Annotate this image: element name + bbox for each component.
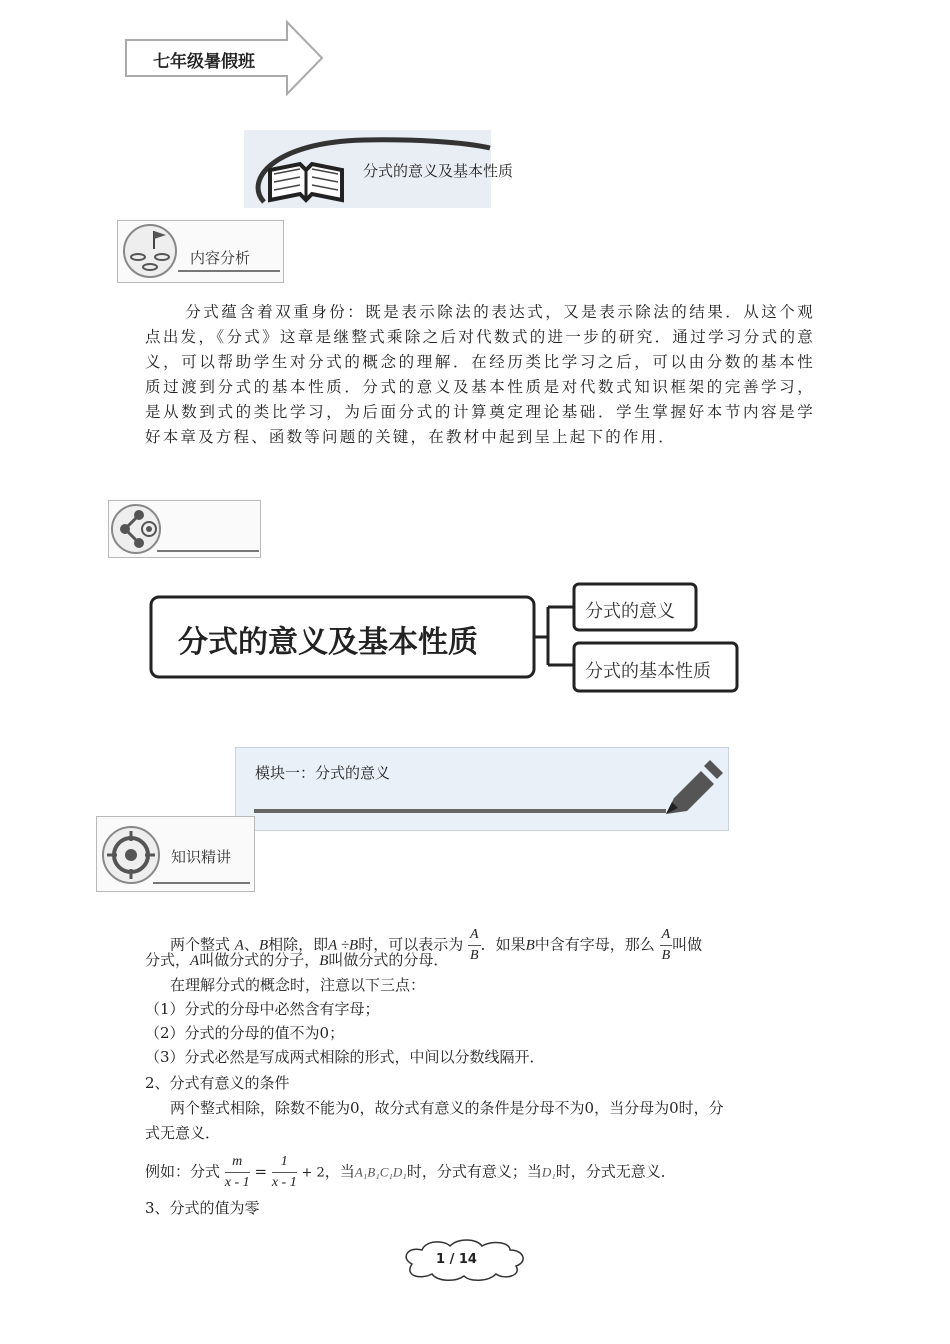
text: 时，分式无意义． [555,1162,676,1181]
text: 相除，即 [268,935,329,954]
intro-paragraph [145,300,815,450]
expr-division: A ÷B [328,937,359,954]
text: 中含有字母，那么 [534,935,655,954]
definition-line-2 [145,950,448,971]
network-icon [109,501,261,557]
text: ．如果 [480,935,526,954]
text: 例如：分式 [145,1162,221,1181]
numerator: A [468,925,481,946]
var-b: B [525,937,535,954]
mindmap-root: 分式的意义及基本性质 [178,625,478,660]
var-b: B [319,953,329,969]
denominator: B [661,948,671,963]
fraction-a-over-b [660,925,673,966]
var-a: A [234,937,244,954]
mindmap-branch-1: 分式的意义 [585,601,675,622]
var-a: A [190,953,200,969]
plus-two: + 2 [301,1165,325,1181]
text: 时，分式有意义；当 [406,1162,542,1181]
fraction-m-over-x-minus-1 [225,1152,250,1193]
note-1: （1）分式的分母中必然含有字母； [145,1000,380,1018]
intro-text: 分式蕴含着双重身份：既是表示除法的表达式，又是表示除法的结果．从这个观点出发，《分式》这章是继整式乘除之后对代数式的进一步的研究．通过学习分式的意义，可以帮助学生对分式的概念的理解．在经历类比学习之后，可以由分数的基本性质过渡到分式的基本性质．分式的意义及基本性质是对代数式知识框架的完善学习，是从数到式的类比学习，为后面分式的计算奠定理论基础．学生掌握好本节内容是学好本章及方程、函数等问题的关键，在教材中起到呈上起下的作用． [145,303,815,446]
example-line [145,1152,676,1193]
note-3: （3）分式必然是写成两式相除的形式，中间以分数线隔开． [145,1048,545,1066]
text: 两个整式 [170,935,231,954]
text: 叫做 [672,935,703,954]
text: 叫做分式的分子， [199,951,320,969]
text: 分式， [145,951,191,969]
section-label-knowledge: 知识精讲 [171,848,232,866]
denominator: x - 1 [271,1175,297,1190]
text: 、 [243,935,259,954]
denominator: x - 1 [224,1175,250,1190]
numerator: m [225,1152,250,1173]
placeholder-condition-2: D₁ [541,1164,556,1180]
heading-2: 2、分式有意义的条件 [145,1074,290,1092]
page-number: 1 / 14 [436,1252,477,1267]
note-intro: 在理解分式的概念时，注意以下三点： [170,976,426,994]
header-tag: 七年级暑假班 [153,52,255,72]
numerator: A [660,925,673,946]
numerator: 1 [272,1152,297,1173]
equals-sign: = [254,1162,268,1181]
fraction-a-over-b [468,925,481,966]
condition-line-2: 式无意义． [145,1124,221,1142]
text: ，当 [324,1162,355,1181]
denominator: B [470,948,479,963]
placeholder-condition-1: A₁B₁C₁D₁ [354,1164,407,1180]
mindmap-branch-2: 分式的基本性质 [585,661,711,682]
module-label: 模块一：分式的意义 [255,764,391,782]
section-label-analysis: 内容分析 [190,249,251,267]
text: 叫做分式的分母． [328,951,449,969]
pencil-icon [236,748,726,828]
page-title: 分式的意义及基本性质 [363,162,514,180]
fraction-1-over-x-minus-1 [272,1152,297,1193]
note-2: （2）分式的分母的值不为0； [145,1024,345,1042]
var-b: B [258,937,269,954]
condition-line-1: 两个整式相除，除数不能为0，故分式有意义的条件是分母不为0，当分母为0时，分 [170,1099,724,1117]
heading-3: 3、分式的值为零 [145,1199,260,1217]
text: 时，可以表示为 [358,935,464,954]
